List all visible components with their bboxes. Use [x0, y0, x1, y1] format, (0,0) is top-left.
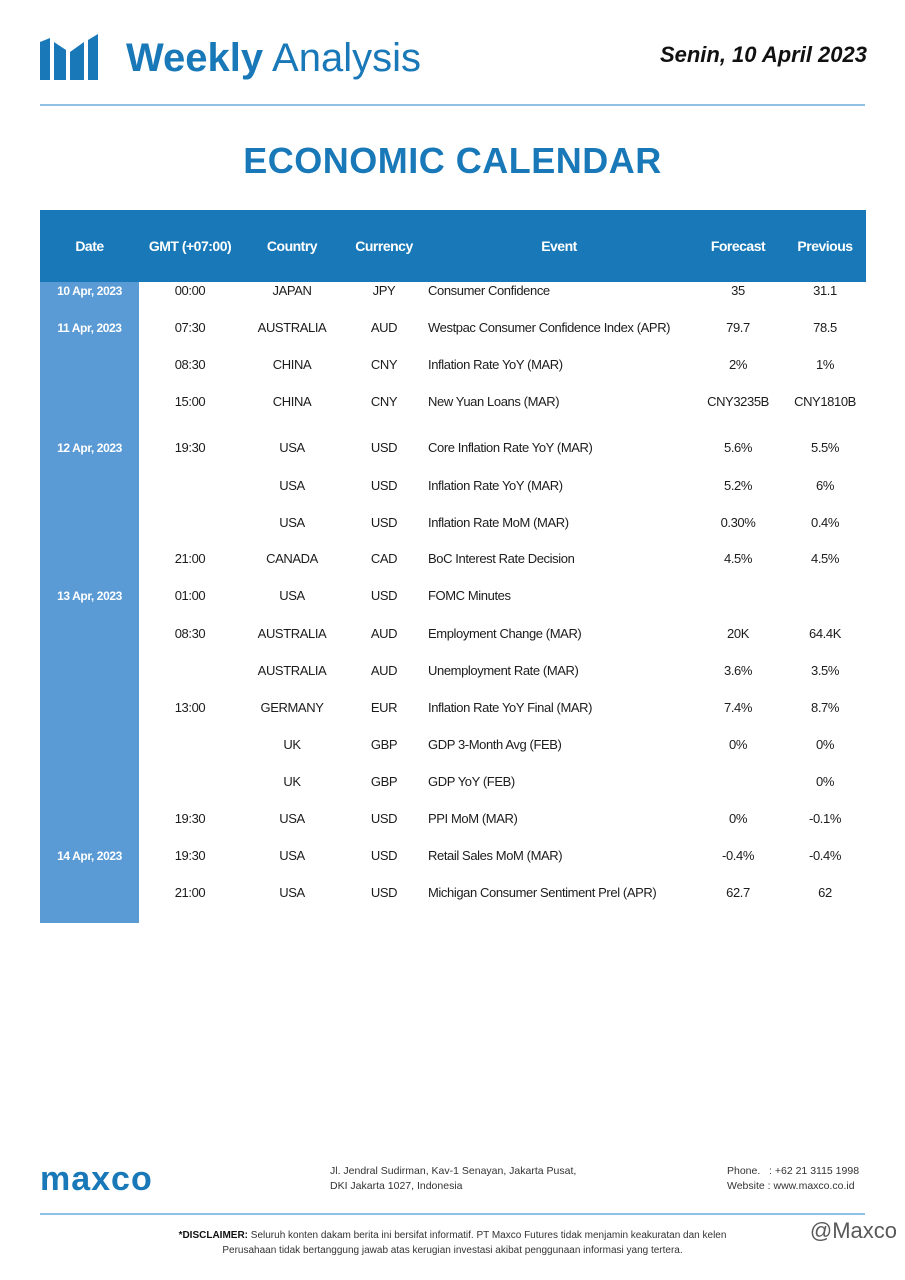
forecast-cell: 35 [731, 283, 745, 298]
country-cell: CHINA [272, 394, 312, 409]
time-cell: 15:00 [174, 394, 206, 409]
table-row [40, 881, 866, 905]
forecast-cell: 7.4% [723, 700, 753, 715]
forecast-cell: 5.2% [723, 478, 753, 493]
event-cell: GDP YoY (FEB) [428, 774, 515, 789]
table-row [40, 279, 866, 303]
time-cell: 21:00 [174, 551, 206, 566]
weekly-analysis-logo-icon [40, 34, 100, 80]
watermark: @Maxco [809, 1218, 897, 1243]
previous-cell: -0.1% [809, 811, 841, 826]
column-header-forecast: Forecast [710, 238, 766, 254]
company-contact [727, 1164, 859, 1194]
forecast-cell [698, 584, 778, 608]
previous-cell: 5.5% [810, 440, 840, 455]
column-header-previous: Previous [797, 238, 853, 254]
time-cell: 01:00 [174, 588, 206, 603]
date-cell [40, 881, 139, 905]
time-cell [146, 474, 234, 498]
currency-cell: EUR [370, 700, 398, 715]
event-cell: Westpac Consumer Confidence Index (APR) [428, 320, 671, 335]
currency-cell: USD [370, 848, 398, 863]
column-header-date: Date [75, 238, 104, 254]
date-cell [40, 547, 139, 571]
country-cell: USA [279, 515, 305, 530]
table-row [40, 807, 866, 831]
column-header-event: Event [541, 238, 577, 254]
date-cell [40, 807, 139, 831]
brand-title [126, 34, 421, 82]
previous-cell: 4.5% [810, 551, 840, 566]
disclaimer-label: *DISCLAIMER: [178, 1230, 249, 1241]
currency-cell: USD [370, 478, 398, 493]
table-row [40, 474, 866, 498]
date-cell [40, 733, 139, 757]
table-row [40, 696, 866, 720]
column-header-currency: Currency [355, 238, 413, 254]
previous-cell: 1% [816, 357, 834, 372]
table-row [40, 511, 866, 535]
column-header-gmt: GMT (+07:00) [148, 238, 232, 254]
forecast-cell [698, 770, 778, 794]
table-row [40, 436, 866, 460]
table-row [40, 733, 866, 757]
previous-cell: 64.4K [809, 626, 841, 641]
table-row [40, 353, 866, 377]
time-cell: 00:00 [174, 283, 206, 298]
country-cell: UK [283, 774, 301, 789]
date-cell [40, 474, 139, 498]
address-line-1: Jl. Jendral Sudirman, Kav-1 Senayan, Jakarta Pusat, [330, 1165, 577, 1177]
currency-cell: CNY [370, 394, 398, 409]
forecast-cell: 20K [727, 626, 749, 641]
disclaimer [0, 1228, 905, 1258]
address-line-2: DKI Jakarta 1027, Indonesia [330, 1180, 463, 1192]
table-row [40, 316, 866, 340]
date-cell [40, 770, 139, 794]
event-cell: Inflation Rate MoM (MAR) [428, 515, 569, 530]
event-cell: FOMC Minutes [428, 588, 511, 603]
country-cell: USA [279, 478, 305, 493]
previous-cell: 31.1 [813, 283, 837, 298]
event-cell: Consumer Confidence [428, 283, 550, 298]
brand-title-light: Analysis [272, 36, 421, 80]
time-cell: 19:30 [174, 848, 206, 863]
time-cell [146, 659, 234, 683]
column-header-country: Country [266, 238, 318, 254]
previous-cell: 3.5% [810, 663, 840, 678]
forecast-cell: 62.7 [726, 885, 750, 900]
event-cell: BoC Interest Rate Decision [428, 551, 575, 566]
table-row [40, 659, 866, 683]
event-cell: New Yuan Loans (MAR) [428, 394, 560, 409]
time-cell: 21:00 [174, 885, 206, 900]
forecast-cell: 2% [729, 357, 747, 372]
country-cell: USA [279, 885, 305, 900]
forecast-cell: 3.6% [723, 663, 753, 678]
date-cell: 10 Apr, 2023 [57, 284, 122, 298]
time-cell: 13:00 [174, 700, 206, 715]
country-cell: UK [283, 737, 301, 752]
previous-cell: -0.4% [809, 848, 841, 863]
website: Website : www.maxco.co.id [727, 1180, 855, 1192]
header-divider [40, 104, 865, 106]
event-cell: Inflation Rate YoY (MAR) [428, 357, 563, 372]
forecast-cell: -0.4% [722, 848, 754, 863]
forecast-cell: 79.7 [726, 320, 750, 335]
forecast-cell: CNY3235B [707, 394, 769, 409]
currency-cell: USD [370, 515, 398, 530]
report-date: Senin, 10 April 2023 [659, 42, 867, 67]
date-cell: 14 Apr, 2023 [57, 849, 122, 863]
time-cell [146, 511, 234, 535]
currency-cell: USD [370, 885, 398, 900]
event-cell: Inflation Rate YoY (MAR) [428, 478, 563, 493]
table-row [40, 547, 866, 571]
table-row [40, 584, 866, 608]
previous-cell: 0.4% [810, 515, 840, 530]
country-cell: AUSTRALIA [257, 626, 327, 641]
currency-cell: AUD [370, 320, 398, 335]
date-cell [40, 390, 139, 414]
date-cell [40, 353, 139, 377]
event-cell: GDP 3-Month Avg (FEB) [428, 737, 562, 752]
currency-cell: USD [370, 811, 398, 826]
event-cell: PPI MoM (MAR) [428, 811, 518, 826]
date-cell: 13 Apr, 2023 [57, 589, 122, 603]
previous-cell: 78.5 [813, 320, 837, 335]
previous-cell: CNY1810B [794, 394, 856, 409]
brand-title-bold: Weekly [126, 36, 264, 80]
time-cell: 19:30 [174, 811, 206, 826]
date-cell [40, 622, 139, 646]
forecast-cell: 0% [729, 811, 747, 826]
time-cell: 07:30 [174, 320, 206, 335]
table-row [40, 770, 866, 794]
date-cell: 11 Apr, 2023 [57, 321, 122, 335]
disclaimer-line-2: Perusahaan tidak bertanggung jawab atas kerugian investasi akibat penggunaan informasi yang tertera. [222, 1245, 683, 1256]
country-cell: GERMANY [260, 700, 324, 715]
country-cell: USA [279, 848, 305, 863]
currency-cell: GBP [370, 737, 398, 752]
country-cell: USA [279, 440, 305, 455]
event-cell: Employment Change (MAR) [428, 626, 582, 641]
country-cell: USA [279, 588, 305, 603]
currency-cell: CAD [370, 551, 398, 566]
time-cell: 08:30 [174, 626, 206, 641]
disclaimer-line-1: Seluruh konten dakam berita ini bersifat informatif. PT Maxco Futures tidak menjamin keakuratan dan kelen [250, 1230, 727, 1241]
date-cell [40, 511, 139, 535]
table-row [40, 844, 866, 868]
currency-cell: USD [370, 440, 398, 455]
date-cell [40, 696, 139, 720]
time-cell [146, 770, 234, 794]
currency-cell: GBP [370, 774, 398, 789]
phone-number: Phone. : +62 21 3115 1998 [727, 1165, 860, 1177]
company-address [330, 1164, 576, 1194]
previous-cell: 8.7% [810, 700, 840, 715]
country-cell: USA [279, 811, 305, 826]
forecast-cell: 0.30% [720, 515, 756, 530]
footer-divider [40, 1213, 865, 1215]
forecast-cell: 4.5% [723, 551, 753, 566]
currency-cell: AUD [370, 663, 398, 678]
time-cell: 19:30 [174, 440, 206, 455]
page-title: ECONOMIC CALENDAR [243, 140, 662, 181]
event-cell: Michigan Consumer Sentiment Prel (APR) [428, 885, 657, 900]
table-row [40, 390, 866, 414]
table-row [40, 622, 866, 646]
currency-cell: JPY [372, 283, 396, 298]
date-cell [40, 659, 139, 683]
currency-cell: AUD [370, 626, 398, 641]
forecast-cell: 5.6% [723, 440, 753, 455]
time-cell [146, 733, 234, 757]
date-cell: 12 Apr, 2023 [57, 441, 122, 455]
previous-cell: 0% [816, 774, 834, 789]
event-cell: Retail Sales MoM (MAR) [428, 848, 563, 863]
previous-cell: 62 [818, 885, 832, 900]
previous-cell: 6% [816, 478, 834, 493]
maxco-logo: maxco [40, 1160, 153, 1198]
currency-cell: CNY [370, 357, 398, 372]
event-cell: Unemployment Rate (MAR) [428, 663, 579, 678]
forecast-cell: 0% [729, 737, 747, 752]
event-cell: Core Inflation Rate YoY (MAR) [428, 440, 593, 455]
previous-cell [785, 584, 865, 608]
country-cell: AUSTRALIA [257, 320, 327, 335]
previous-cell: 0% [816, 737, 834, 752]
table-header [40, 210, 866, 282]
country-cell: CANADA [266, 551, 318, 566]
time-cell: 08:30 [174, 357, 206, 372]
currency-cell: USD [370, 588, 398, 603]
country-cell: AUSTRALIA [257, 663, 327, 678]
country-cell: CHINA [272, 357, 312, 372]
event-cell: Inflation Rate YoY Final (MAR) [428, 700, 593, 715]
country-cell: JAPAN [272, 283, 312, 298]
